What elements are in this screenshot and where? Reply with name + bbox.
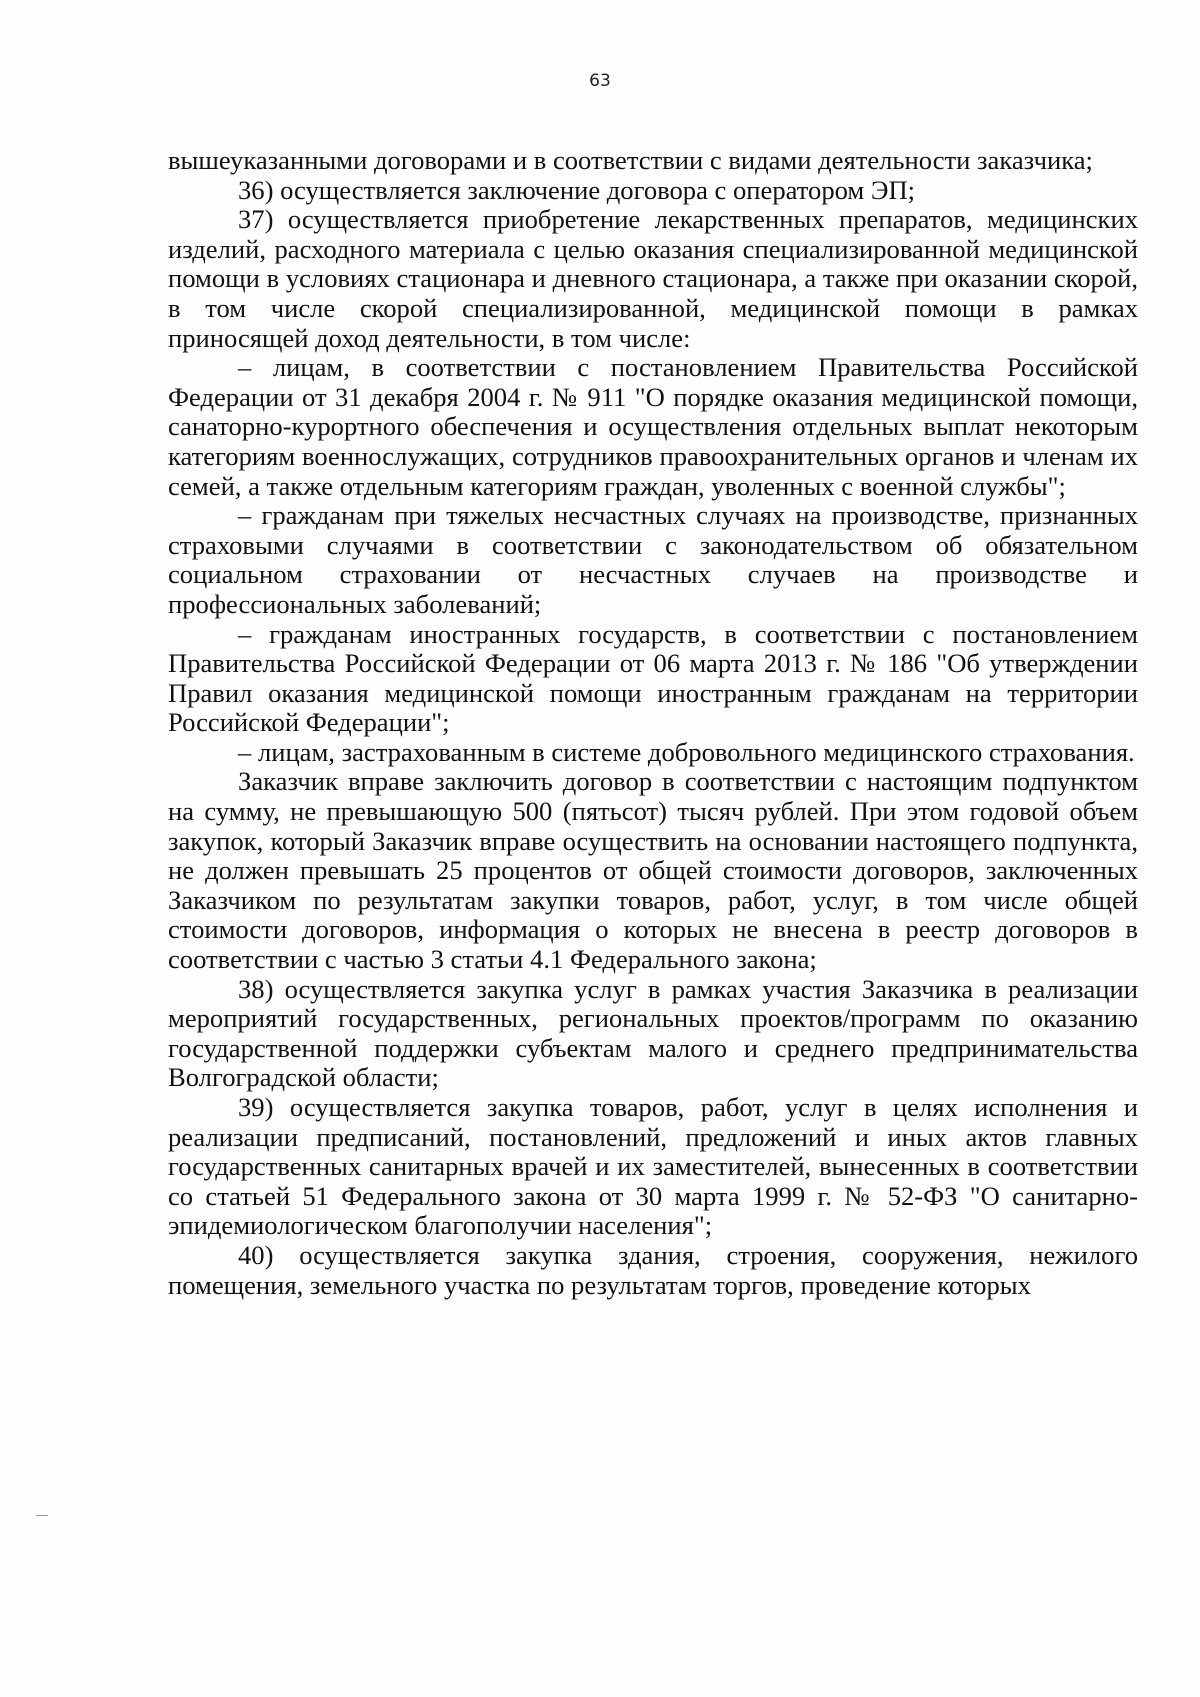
paragraph-continuation: вышеуказанными договорами и в соответствии с видами деятельности заказчика; [168, 145, 1093, 175]
paragraph-item-39: 39) осуществляется закупка товаров, работ, услуг в целях исполнения и реализации предписаний, постановлений, предложений и иных актов главных государственных санитарных врачей и их заместителей, вынесенных в соответствии со статьей 51 Федерального закона от 30 марта 1999 г. № 52-ФЗ "О санитарно-эпидемиологическом благополучии населения"; [168, 1092, 1138, 1241]
page-number: 63 [589, 71, 611, 91]
paragraph-item-36: 36) осуществляется заключение договора с оператором ЭП; [238, 174, 916, 205]
paragraph-contract-limit: Заказчик вправе заключить договор в соответствии с настоящим подпунктом на сумму, не превышающую 500 (пятьсот) тысяч рублей. При этом годовой объем закупок, который Заказчик вправе осуществить на основании настоящего подпункта, не должен превышать 25 процентов от общей стоимости договоров, заключенных Заказчиком по результатам закупки товаров, работ, услуг, в том числе общей стоимости договоров, информация о которых не внесена в реестр договоров в соответствии с частью 3 статьи 4.1 Федерального закона; [168, 766, 1138, 975]
paragraph-item-38: 38) осуществляется закупка услуг в рамках участия Заказчика в реализации мероприятий государственных, региональных проектов/программ по оказанию государственной поддержки субъектам малого и среднего предпринимательства Волгоградской области; [168, 973, 1138, 1093]
paragraph-bullet-military: – лицам, в соответствии с постановлением Правительства Российской Федерации от 31 декабря 2004 г. № 911 "О порядке оказания медицинской помощи, санаторно-курортного обеспечения и осуществления отдельных выплат некоторым категориям военнослужащих, сотрудников правоохранительных органов и членам их семей, а также отдельным категориям граждан, уволенных с военной службы"; [168, 352, 1138, 501]
paragraph-bullet-industrial-accidents: – гражданам при тяжелых несчастных случаях на производстве, признанных страховыми случаями в соответствии с законодательством об обязательном социальном страховании от несчастных случаев на производстве и профессиональных заболеваний; [168, 500, 1138, 619]
paragraph-bullet-voluntary-insurance: – лицам, застрахованным в системе добровольного медицинского страхования. [238, 736, 1135, 767]
document-body [168, 146, 1138, 1300]
paragraph-item-37: 37) осуществляется приобретение лекарственных препаратов, медицинских изделий, расходного материала с целью оказания специализированной медицинской помощи в условиях стационара и дневного стационара, а также при оказании скорой, в том числе скорой специализированной, медицинской помощи в рамках приносящей доход деятельности, в том числе: [168, 204, 1138, 353]
paragraph-bullet-foreign-citizens: – гражданам иностранных государств, в соответствии с постановлением Правительства Российской Федерации от 06 марта 2013 г. № 186 "Об утверждении Правил оказания медицинской помощи иностранным гражданам на территории Российской Федерации"; [168, 618, 1138, 738]
scan-margin-mark [36, 1515, 48, 1516]
paragraph-item-40: 40) осуществляется закупка здания, строения, сооружения, нежилого помещения, земельного участка по результатам торгов, проведение которых [168, 1239, 1138, 1300]
